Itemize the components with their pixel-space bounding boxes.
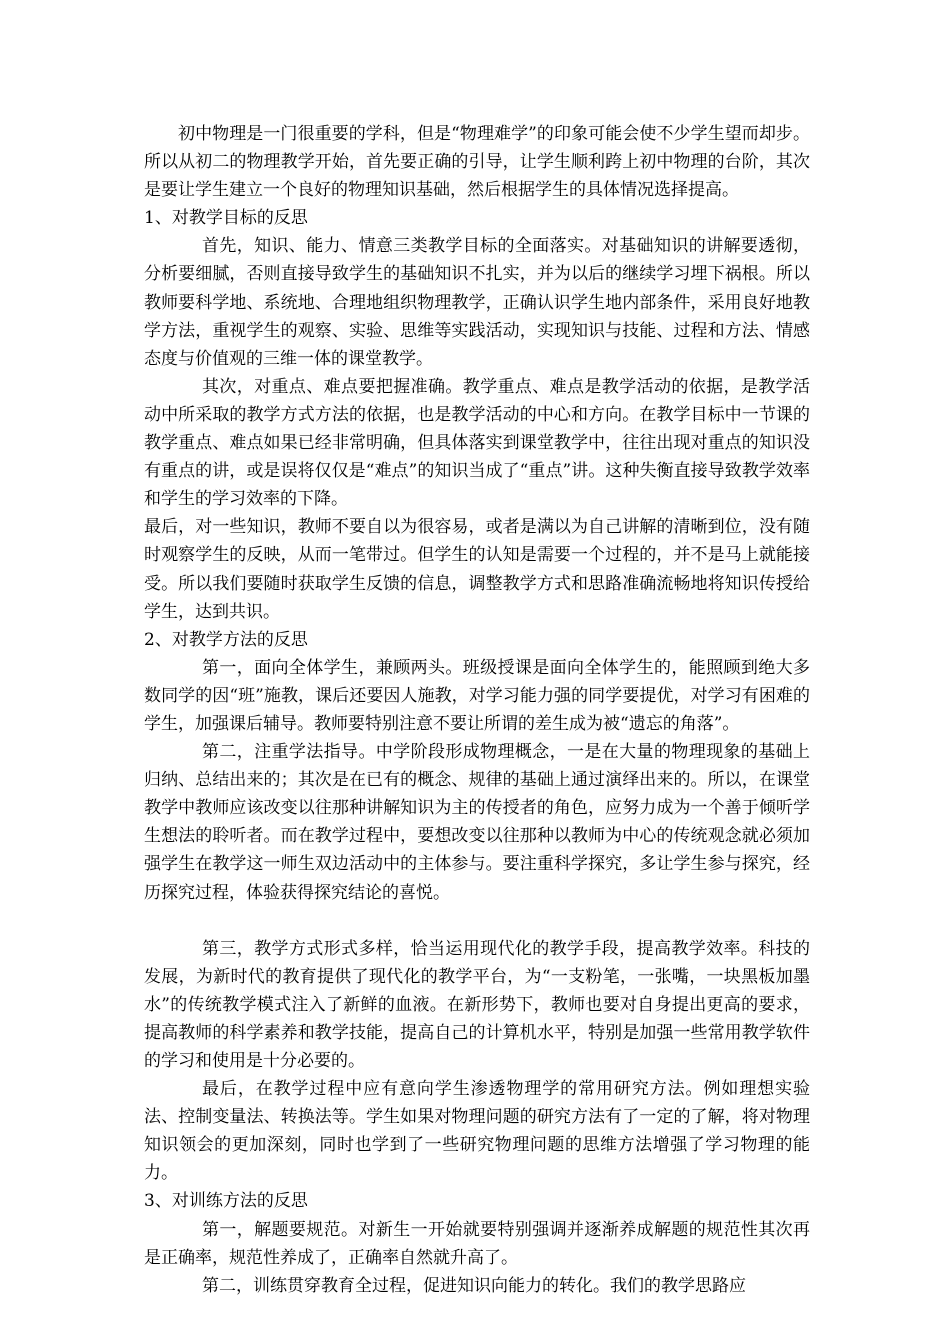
document-body (144, 120, 810, 1300)
section-2-paragraph-4: 最后，在教学过程中应有意向学生渗透物理学的常用研究方法。例如理想实验法、控制变量法、转换法等。学生如果对物理问题的研究方法有了一定的了解，将对物理知识领会的更加深刻，同时也学到了一些研究物理问题的思维方法增强了学习物理的能力。 (144, 1079, 810, 1184)
section-1-paragraph-3: 最后，对一些知识，教师不要自以为很容易，或者是满以为自己讲解的清晰到位，没有随时观察学生的反映，从而一笔带过。但学生的认知是需要一个过程的，并不是马上就能接受。所以我们要随时获取学生反馈的信息，调整教学方式和思路准确流畅地将知识传授给学生，达到共识。 (144, 517, 810, 622)
section-2-heading: 2、对教学方法的反思 (144, 629, 308, 650)
section-3-paragraph-1: 第一，解题要规范。对新生一开始就要特别强调并逐渐养成解题的规范性其次再是正确率，规范性养成了，正确率自然就升高了。 (144, 1219, 810, 1268)
section-2-paragraph-2: 第二，注重学法指导。中学阶段形成物理概念，一是在大量的物理现象的基础上归纳、总结出来的；其次是在已有的概念、规律的基础上通过演绎出来的。所以，在课堂教学中教师应该改变以往那种讲解知识为主的传授者的角色，应努力成为一个善于倾听学生想法的聆听者。而在教学过程中，要想改变以往那种以教师为中心的传统观念就必须加强学生在教学这一师生双边活动中的主体参与。要注重科学探究，多让学生参与探究，经历探究过程，体验获得探究结论的喜悦。 (144, 742, 810, 903)
section-3-paragraph-2: 第二，训练贯穿教育全过程，促进知识向能力的转化。我们的教学思路应 (202, 1275, 746, 1296)
section-1-paragraph-2: 其次，对重点、难点要把握准确。教学重点、难点是教学活动的依据，是教学活动中所采取的教学方式方法的依据，也是教学活动的中心和方向。在教学目标中一节课的教学重点、难点如果已经非常明确，但具体落实到课堂教学中，往往出现对重点的知识没有重点的讲，或是误将仅仅是“难点”的知识当成了“重点”讲。这种失衡直接导致教学效率和学生的学习效率的下降。 (144, 376, 810, 510)
section-3-heading: 3、对训练方法的反思 (144, 1191, 308, 1212)
blank-line (144, 907, 810, 935)
intro-paragraph: 初中物理是一门很重要的学科，但是“物理难学”的印象可能会使不少学生望而却步。所以从初二的物理教学开始，首先要正确的引导，让学生顺利跨上初中物理的台阶，其次是要让学生建立一个良好的物理知识基础，然后根据学生的具体情况选择提高。 (144, 124, 810, 201)
section-1-paragraph-1: 首先，知识、能力、情意三类教学目标的全面落实。对基础知识的讲解要透彻，分析要细腻，否则直接导致学生的基础知识不扎实，并为以后的继续学习埋下祸根。所以教师要科学地、系统地、合理地组织物理教学，正确认识学生地内部条件，采用良好地教学方法，重视学生的观察、实验、思维等实践活动，实现知识与技能、过程和方法、情感态度与价值观的三维一体的课堂教学。 (144, 236, 810, 369)
section-2-paragraph-3: 第三，教学方式形式多样，恰当运用现代化的教学手段，提高教学效率。科技的发展，为新时代的教育提供了现代化的教学平台，为“一支粉笔，一张嘴，一块黑板加墨水”的传统教学模式注入了新鲜的血液。在新形势下，教师也要对自身提出更高的要求，提高教师的科学素养和教学技能，提高自己的计算机水平，特别是加强一些常用教学软件的学习和使用是十分必要的。 (144, 938, 810, 1071)
section-2-paragraph-1: 第一，面向全体学生，兼顾两头。班级授课是面向全体学生的，能照顾到绝大多数同学的因“班”施教，课后还要因人施教，对学习能力强的同学要提优，对学习有困难的学生，加强课后辅导。教师要特别注意不要让所谓的差生成为被“遗忘的角落”。 (144, 657, 810, 734)
section-1-heading: 1、对教学目标的反思 (144, 208, 308, 229)
